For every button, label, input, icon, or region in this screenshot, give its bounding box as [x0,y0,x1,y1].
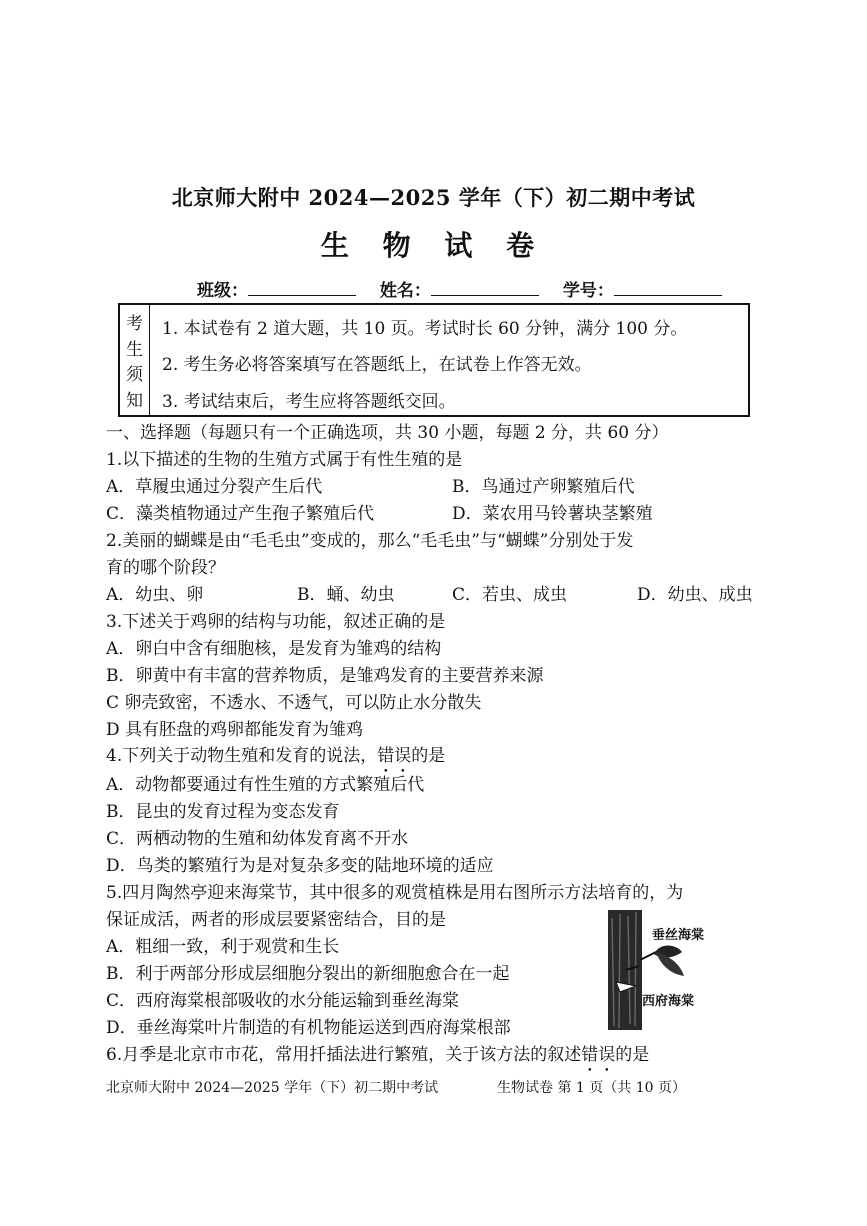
student-info-line [197,276,740,301]
q4-stem [106,741,445,766]
q4-option-d: D．鸟类的繁殖行为是对复杂多变的陆地环境的适应 [106,856,494,876]
q1-option-c: C．藻类植物通过产生孢子繁殖后代 [106,504,375,524]
notice-box [118,303,750,417]
notice-side-char: 考 [126,314,143,335]
q4-option-c: C．两栖动物的生殖和幼体发育离不开水 [106,829,409,849]
q1-stem: 1.以下描述的生物的生殖方式属于有性生殖的是 [106,450,463,470]
q4-emphasis-char: 误 [394,746,412,766]
footer-left: 北京师大附中 2024—2025 学年（下）初二期中考试 [106,1080,439,1096]
q5-option-a: A．粗细一致，利于观赏和生长 [106,937,340,957]
q3-option-b: B．卵黄中有丰富的营养物质，是雏鸡发育的主要营养来源 [106,666,544,686]
notice-item-3: 3. 考试结束后，考生应将答题纸交回。 [162,392,456,412]
q4-option-a: A．动物都要通过有性生殖的方式繁殖后代 [106,775,425,795]
q3-option-c: C 卵壳致密，不透水、不透气，可以防止水分散失 [106,693,482,713]
notice-side-label [120,305,150,415]
fig-label-scion: 垂丝海棠 [652,928,705,943]
section-heading: 一、选择题（每题只有一个正确选项，共 30 小题，每题 2 分，共 60 分） [106,423,669,443]
exam-title: 北京师大附中 2024—2025 学年（下）初二期中考试 [171,185,696,210]
q2-stem-line2: 育的哪个阶段？ [106,558,225,578]
notice-side-char: 须 [126,365,143,386]
q1-option-a: A．草履虫通过分裂产生后代 [106,477,323,497]
q3-stem: 3.下述关于鸡卵的结构与功能，叙述正确的是 [106,612,446,632]
q4-stem-pre: 4.下列关于动物生殖和发育的说法， [106,746,378,766]
q2-option-c: C．若虫、成虫 [452,585,568,605]
name-blank [431,280,539,296]
scion-stem [640,952,656,960]
q4-option-b: B．昆虫的发育过程为变态发育 [106,802,340,822]
q6-stem-pre: 6.月季是北京市市花，常用扦插法进行繁殖，关于该方法的叙述 [106,1045,582,1065]
q6-stem-post: 的是 [615,1045,650,1065]
q5-stem-line1: 5.四月陶然亭迎来海棠节，其中很多的观赏植株是用右图所示方法培育的，为 [106,883,684,903]
q6-emphasis-char: 错 [581,1045,599,1065]
q3-option-a: A．卵白中含有细胞核，是发育为雏鸡的结构 [106,639,442,659]
class-blank [248,280,356,296]
name-label: 姓名： [379,281,431,301]
footer-right: 生物试卷 第 1 页（共 10 页） [497,1080,686,1096]
q1-option-d: D．菜农用马铃薯块茎繁殖 [452,504,653,524]
q3-option-d: D 具有胚盘的鸡卵都能发育为雏鸡 [106,720,364,740]
fig-label-rootstock: 西府海棠 [642,994,695,1009]
notice-item-2: 2. 考生务必将答案填写在答题纸上，在试卷上作答无效。 [162,355,592,375]
notice-item-1: 1. 本试卷有 2 道大题，共 10 页。考试时长 60 分钟，满分 100 分。 [162,319,688,339]
q6-stem [106,1040,649,1065]
q2-stem-line1: 2.美丽的蝴蝶是由“毛毛虫”变成的，那么“毛毛虫”与“蝴蝶”分别处于发 [106,531,634,551]
q5-option-d: D．垂丝海棠叶片制造的有机物能运送到西府海棠根部 [106,1018,511,1038]
q2-option-b: B．蛹、幼虫 [297,585,395,605]
q5-option-b: B．利于两部分形成层细胞分裂出的新细胞愈合在一起 [106,964,510,984]
q5-stem-line2: 保证成活，两者的形成层要紧密结合，目的是 [106,910,446,930]
grafting-figure [606,908,724,1032]
exam-subtitle: 生 物 试 卷 [320,229,547,262]
q4-emphasis-char: 错 [377,746,395,766]
q2-option-d: D．幼虫、成虫 [637,585,753,605]
id-label: 学号： [562,281,614,301]
notice-side-char: 知 [126,390,143,411]
notice-side-char: 生 [126,339,143,360]
class-label: 班级： [197,281,248,301]
q4-stem-post: 的是 [411,746,446,766]
q6-emphasis-char: 误 [598,1045,616,1065]
id-blank [614,280,722,296]
q2-option-a: A．幼虫、卵 [106,585,204,605]
q1-option-b: B．鸟通过产卵繁殖后代 [452,477,635,497]
q5-option-c: C．西府海棠根部吸收的水分能运输到垂丝海棠 [106,991,460,1011]
